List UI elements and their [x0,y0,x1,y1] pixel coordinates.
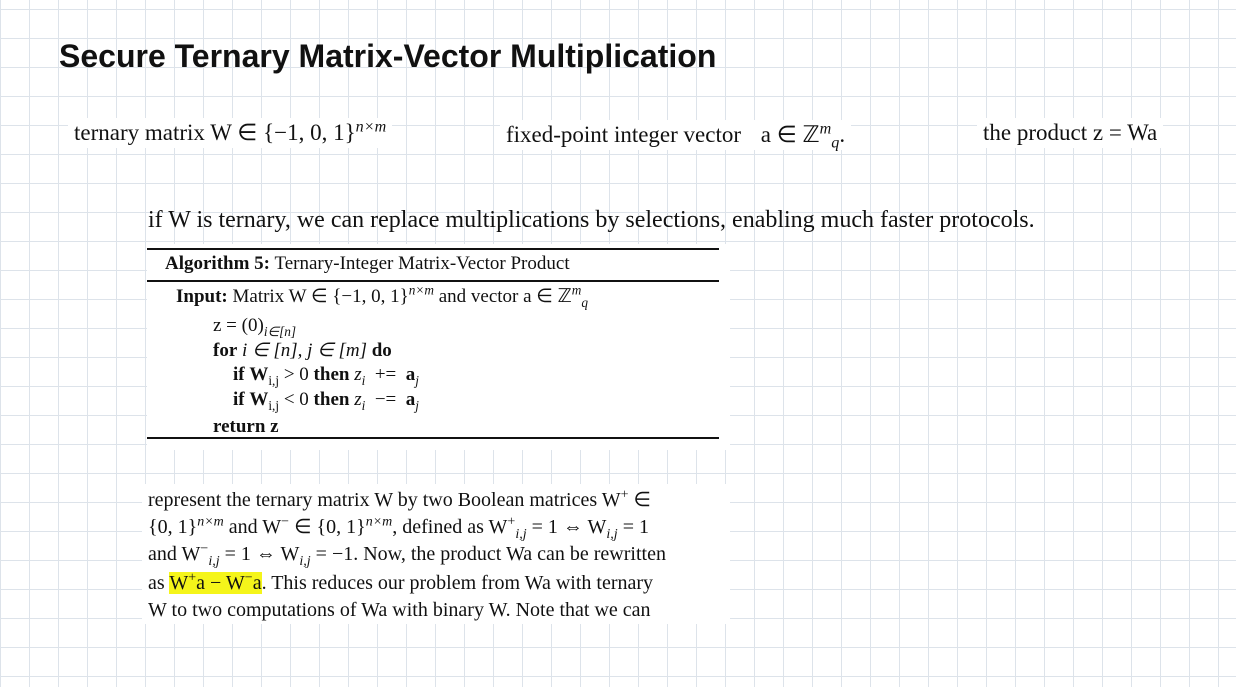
para-sub: i,j [515,527,527,542]
algorithm-label: Algorithm 5: [165,253,271,274]
input-part: and vector a ∈ ℤ [438,286,572,307]
code-sub: j [415,372,419,388]
para-text: = −1. Now, the product Wa can be rewritten [310,543,666,565]
chip-text: the product z = Wa [983,120,1158,145]
algorithm-line-for [213,339,392,362]
code-text: > 0 [283,364,309,385]
code-sub: i,j [268,372,280,388]
code-sub: i∈[n] [263,323,297,339]
code-text: z = (0) [213,315,264,336]
code-keyword: do [371,340,392,361]
para-text: a − W [196,572,245,594]
chip-text: fixed-point integer vector [506,122,742,147]
code-keyword: then [313,389,350,410]
para-sup: + [188,570,197,586]
chip-math [760,120,846,152]
code-var: W [249,389,269,410]
code-sub: i,j [268,397,280,413]
algorithm-input [176,282,589,310]
highlighted-formula [169,572,261,594]
math-sup: m [819,120,832,138]
code-sub: i [361,397,366,413]
code-op: −= [374,389,397,410]
code-var: z [270,416,279,437]
code-text: < 0 [283,389,309,410]
code-var: z [354,389,362,410]
input-sup: n×m [408,282,434,298]
algorithm-line-if-negative [233,389,419,411]
code-keyword: return [213,416,266,437]
math-sup: n×m [355,118,387,136]
integer-vector-chip [500,120,851,150]
code-keyword: then [313,364,350,385]
code-keyword: if [233,364,245,385]
algorithm-line-if-positive [233,364,419,386]
para-text: and W [148,543,201,565]
paragraph-line [148,514,649,542]
code-sub: i [361,372,366,388]
input-sup: m [571,282,582,298]
top-rule [147,248,719,250]
paragraph-line [148,597,651,625]
paragraph-line [148,541,666,569]
para-text: as [148,572,170,594]
para-sup: + [507,514,516,530]
math-part: W ∈ {−1, 0, 1} [210,120,356,145]
algorithm-line-return [213,416,279,438]
bottom-rule [147,437,719,439]
math-sub: q [831,134,840,152]
code-var: z [354,364,362,385]
para-text: , defined as W [392,516,508,538]
code-op: += [374,364,397,385]
code-text: i ∈ [n], j ∈ [m] [242,340,367,361]
code-sub: j [415,397,419,413]
para-text: W to two computations of Wa with binary W. Note that we can [148,599,651,621]
para-sup: − [281,514,290,530]
para-text: a [252,572,262,594]
paragraph-line [148,487,651,515]
math-part: . [839,122,846,147]
page-title: Secure Ternary Matrix-Vector Multiplication [59,38,717,74]
para-sub: i,j [606,527,618,542]
code-keyword: if [233,389,245,410]
code-var: a [405,364,416,385]
chip-math [210,120,386,145]
algorithm-heading [165,253,570,275]
para-sup: + [620,487,629,503]
paragraph-line [148,570,653,598]
chip-text: ternary matrix [74,120,205,145]
input-part: Matrix W ∈ {−1, 0, 1} [232,286,409,307]
math-part: a ∈ ℤ [760,122,820,147]
product-chip [977,118,1163,148]
code-var: a [405,389,416,410]
algorithm-box [147,244,730,450]
para-sub: i,j [208,554,220,569]
para-text: {0, 1} [148,516,198,538]
ternary-matrix-chip [68,118,392,148]
para-sup: − [200,541,209,557]
para-text: W [169,572,189,594]
code-var: W [249,364,269,385]
para-sub: i,j [299,554,311,569]
para-sup: n×m [365,514,393,530]
para-text: = 1 [617,516,649,538]
para-text: and W [223,516,282,538]
para-sup: − [244,570,253,586]
explanation-paragraph [142,484,730,624]
code-keyword: for [213,340,238,361]
algorithm-name: Ternary-Integer Matrix-Vector Product [274,253,570,274]
input-sub: q [581,294,589,310]
para-text: . This reduces our problem from Wa with ternary [261,572,654,594]
input-label: Input: [176,286,228,307]
para-text: = 1 ⇔ W [526,516,607,538]
algorithm-line-init [213,315,296,337]
para-text: ∈ [628,489,651,511]
para-sup: n×m [197,514,224,530]
para-text: represent the ternary matrix W by two Boolean matrices W [148,489,621,511]
para-text: = 1 ⇔ W [219,543,300,565]
para-text: ∈ {0, 1} [289,516,366,538]
ternary-note: if W is ternary, we can replace multiplications by selections, enabling much faster protocols. [148,207,1035,233]
